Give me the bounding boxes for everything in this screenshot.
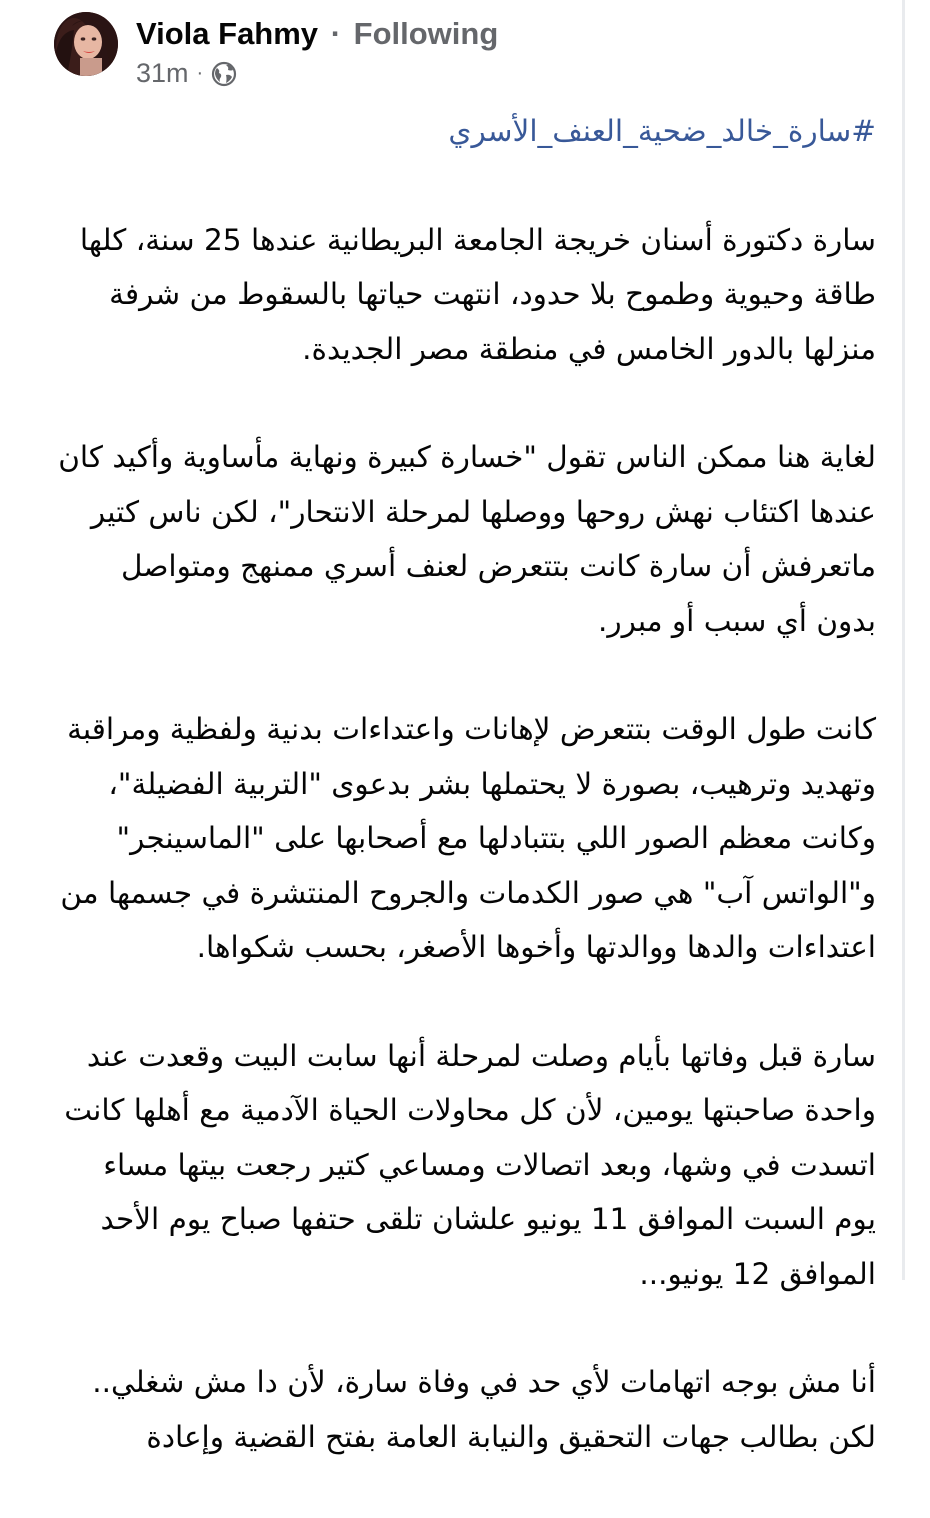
author-name[interactable]: Viola Fahmy [136,16,319,51]
post-paragraph: سارة دكتورة أسنان خريجة الجامعة البريطانية عندها 25 سنة، كلها طاقة وحيوية وطموح بلا حدود، انتهت حياتها بالسقوط من شرفة منزلها بالدور الخامس في منطقة مصر الجديدة. [79,222,876,366]
author-line [136,16,498,52]
post-paragraph: سارة قبل وفاتها بأيام وصلت لمرحلة أنها سابت البيت وقعدت عند واحدة صاحبتها يومين، لأن كل محاولات الحياة الآدمية مع أهلها كانت اتسدت في وشها، وبعد اتصالات ومساعي كتير رجعت بيتها مساء يوم السبت الموافق 11 يونيو علشان تلقى حتفها صباح يوم الأحد الموافق 12 يونيو... [64,1038,876,1291]
post-text [54,104,876,1518]
hashtag-link[interactable]: #سارة_خالد_ضحية_العنف_الأسري [448,114,876,148]
card-edge [902,0,905,1280]
globe-icon[interactable] [211,61,237,87]
post-paragraph: أنا مش بوجه اتهامات لأي حد في وفاة سارة، لأن دا مش شغلي.. لكن بطالب جهات التحقيق والنيابة العامة بفتح القضية وإعادة [92,1365,876,1454]
post-header [54,12,874,92]
post-paragraph: لغاية هنا ممكن الناس تقول "خسارة كبيرة ونهاية مأساوية وأكيد كان عندها اكتئاب نهش روحها ووصلها لمرحلة الانتحار"، لكن ناس كتير ماتعرفش أن سارة كانت بتتعرض لعنف أسري ممنهج ومتواصل بدون أي سبب أو مبرر. [58,440,876,638]
meta-separator-dot: · [196,62,204,84]
post-paragraph: كانت طول الوقت بتتعرض لإهانات واعتداءات بدنية ولفظية ومراقبة وتهديد وترهيب، بصورة لا يحتملها بشر بدعوى "التربية الفضيلة"، وكانت معظم الصور اللي بتتبادلها مع أصحابها على "الماسينجر" و"الواتس آب" هي صور الكدمات والجروح المنتشرة في جسمها من اعتداءات والدها ووالدتها وأخوها الأصغر، بحسب شكواها. [60,712,876,964]
post-time[interactable]: 31m [136,58,189,88]
avatar-photo-icon [54,12,118,76]
avatar[interactable] [54,12,118,76]
post-meta [136,58,237,89]
following-status[interactable]: Following [353,16,499,51]
separator-dot: · [330,16,342,51]
